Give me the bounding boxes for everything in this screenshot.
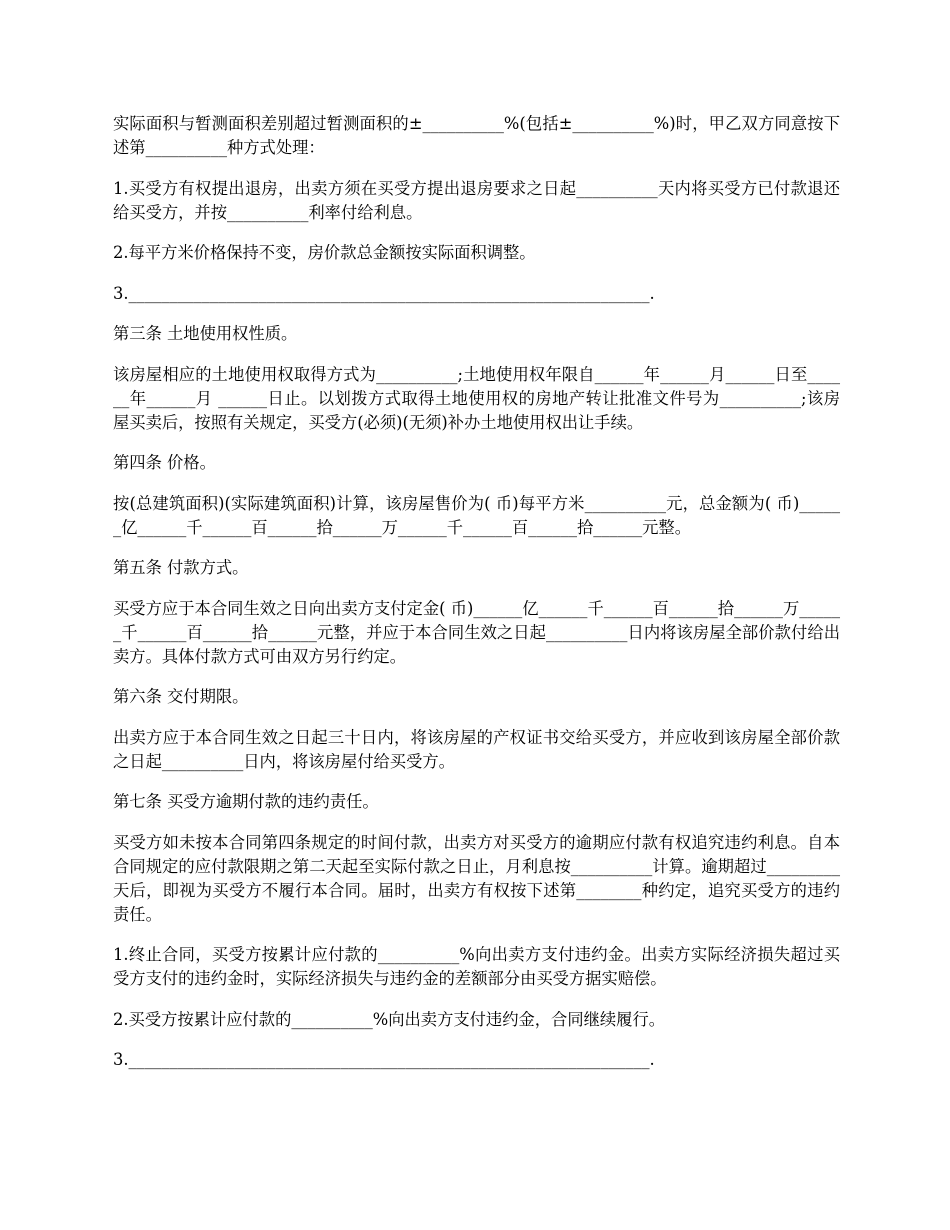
article-7-option-3: 3.________________________________________________________________.	[113, 1050, 655, 1069]
article-3-heading: 第三条 土地使用权性质。	[113, 324, 298, 343]
article-7-option-1: 1.终止合同，买受方按累计应付款的__________%向出卖方支付违约金。出卖方实际经济损失超过买受方支付的违约金时，实际经济损失与违约金的差额部分由买受方据实赔偿。	[113, 945, 840, 988]
article-7-heading: 第七条 买受方逾期付款的违约责任。	[113, 792, 379, 811]
article-5-heading: 第五条 付款方式。	[113, 558, 249, 577]
article-6-heading: 第六条 交付期限。	[113, 687, 249, 706]
article-4-heading: 第四条 价格。	[113, 453, 216, 472]
article-4-body: 按(总建筑面积)(实际建筑面积)计算，该房屋售价为( 币)每平方米__________元，总金额为( 币)______亿______千______百______拾______万______千______百______拾______元整。	[113, 493, 840, 537]
document-body	[113, 112, 840, 1089]
option-3-blank: 3.________________________________________________________________.	[113, 283, 655, 303]
article-5-body: 买受方应于本合同生效之日向出卖方支付定金( 币)______亿______千______百______拾______万______千______百______拾______元整，并应于本合同生效之日起__________日内将该房屋全部价款付给出卖方。具体付款方式可由双方另行约定。	[113, 598, 840, 666]
area-difference-clause: 实际面积与暂测面积差别超过暂测面积的±__________%(包括±__________%)时，甲乙双方同意按下述第__________种方式处理：	[113, 114, 840, 157]
article-3-body: 该房屋相应的土地使用权取得方式为__________;土地使用权年限自______年______月______日至______年______月 ______日止。以划拨方式取得土地使用权的房地产转让批准文件号为__________;该房屋买卖后，按照有关规定，买受方(必须)(无须)补办土地使用权出让手续。	[113, 364, 840, 432]
option-2-adjust-price: 2.每平方米价格保持不变，房价款总金额按实际面积调整。	[113, 243, 536, 262]
article-6-body: 出卖方应于本合同生效之日起三十日内，将该房屋的产权证书交给买受方，并应收到该房屋全部价款之日起__________日内，将该房屋付给买受方。	[113, 727, 840, 771]
option-1-refund: 1.买受方有权提出退房，出卖方须在买受方提出退房要求之日起__________天内将买受方已付款退还给买受方，并按__________利率付给利息。	[113, 178, 840, 222]
article-7-body: 买受方如未按本合同第四条规定的时间付款，出卖方对买受方的逾期应付款有权追究违约利息。自本合同规定的应付款限期之第二天起至实际付款之日止，月利息按__________计算。逾期超过_________天后，即视为买受方不履行本合同。届时，出卖方有权按下述第________种约定，追究买受方的违约责任。	[113, 832, 840, 924]
article-7-option-2: 2.买受方按累计应付款的__________%向出卖方支付违约金，合同继续履行。	[113, 1009, 666, 1029]
